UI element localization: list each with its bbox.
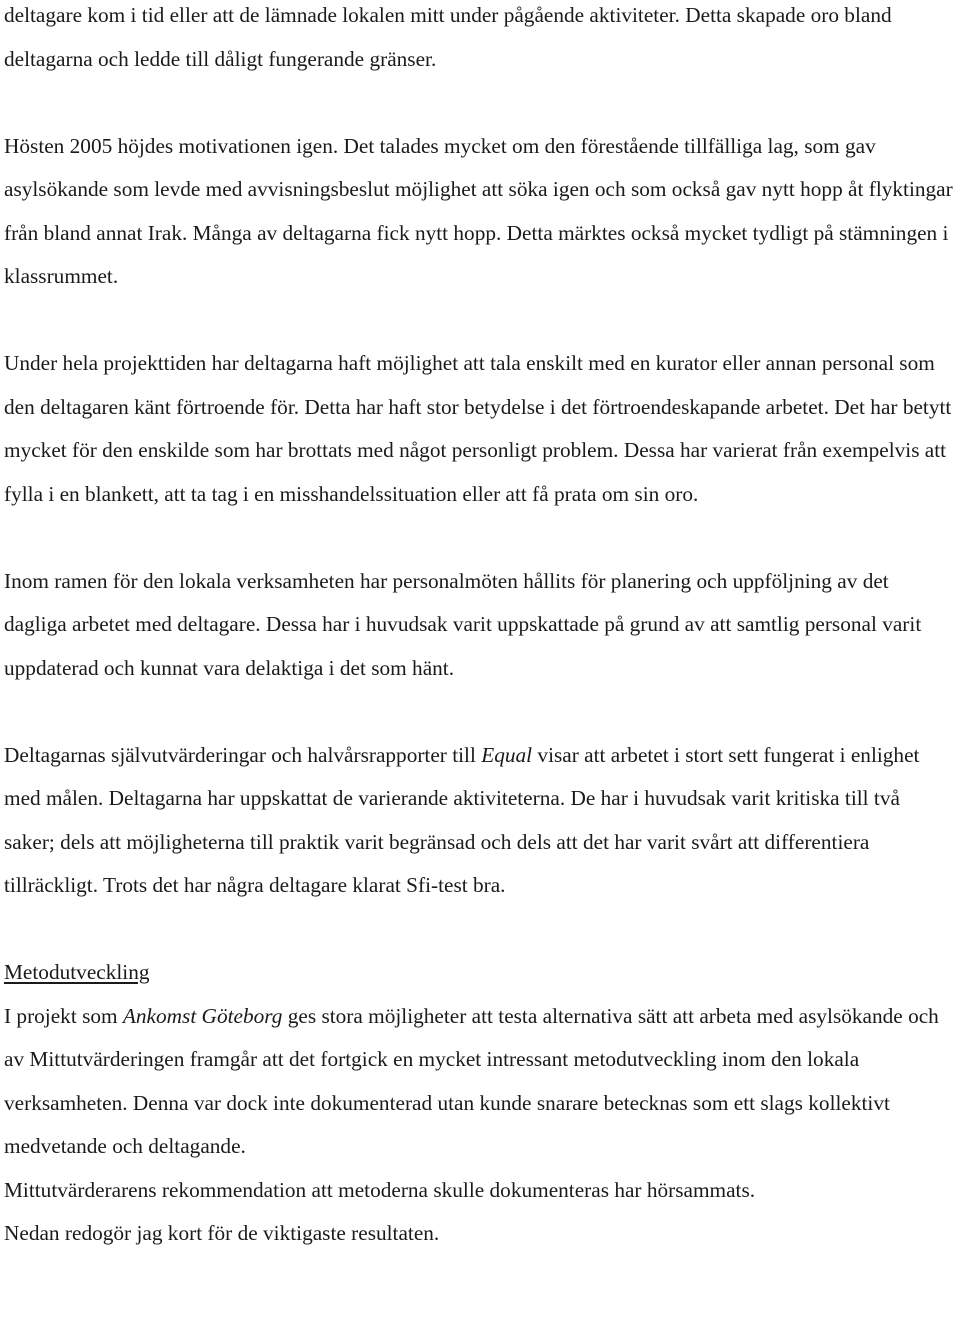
paragraph-8: Nedan redogör jag kort för de viktigaste resultaten.: [4, 1221, 440, 1245]
paragraph-1: deltagare kom i tid eller att de lämnade lokalen mitt under pågående aktiviteter. Detta skapade oro bland deltagarna och ledde till dåligt fungerande gränser.: [4, 3, 892, 71]
paragraph-4: Inom ramen för den lokala verksamheten har personalmöten hållits för planering och uppföljning av det dagliga arbetet med deltagare. Dessa har i huvudsak varit uppskattade på grund av att samtlig personal varit uppdaterad och kunnat vara delaktiga i det som hänt.: [4, 568, 922, 680]
paragraph-6: [4, 995, 956, 1169]
paragraph-7: Mittutvärderarens rekommendation att metoderna skulle dokumenteras har hörsammats.: [4, 1177, 756, 1202]
paragraph-6-italic-project-name: Ankomst Göteborg: [122, 1003, 283, 1028]
paragraph-5-text-end: visar att arbetet i stort sett fungerat i enlighet med målen. Deltagarna har uppskattat de varierande aktiviteterna. De har i huvudsak varit kritiska till två saker; dels att möjligheterna till praktik varit begränsad och dels att det har varit svårt att differentiera tillräckligt. Trots det har några deltagare klarat Sfi-test bra.: [4, 742, 920, 897]
paragraph-5-text-start: Deltagarnas självutvärderingar och halvårsrapporter till: [4, 742, 482, 767]
paragraph-6-text-end: ges stora möjligheter att testa alternativa sätt att arbeta med asylsökande och av Mittutvärderingen framgår att det fortgick en mycket intressant metodutveckling inom den lokala verksamheten. Denna var dock inte dokumenterad utan kunde snarare betecknas som ett slags kollektivt medvetande och deltagande.: [4, 1003, 939, 1158]
section-heading: Metodutveckling: [4, 960, 150, 984]
paragraph-2: Hösten 2005 höjdes motivationen igen. Det talades mycket om den förestående tillfälliga lag, som gav asylsökande som levde med avvisningsbeslut möjlighet att söka igen och som också gav nytt hopp åt flyktingar från bland annat Irak. Många av deltagarna fick nytt hopp. Detta märktes också mycket tydligt på stämningen i klassrummet.: [4, 133, 953, 288]
paragraph-5-italic-term: Equal: [481, 742, 533, 767]
paragraph-5: [4, 734, 956, 908]
paragraph-3: Under hela projekttiden har deltagarna haft möjlighet att tala enskilt med en kurator eller annan personal som den deltagaren känt förtroende för. Detta har haft stor betydelse i det förtroendeskapande arbetet. Det har betytt mycket för den enskilde som har brottats med något personligt problem. Dessa har varierat från exempelvis att fylla i en blankett, att ta tag i en misshandelssituation eller att få prata om sin oro.: [4, 351, 952, 506]
document-page: [4, 0, 956, 1256]
paragraph-6-text-start: I projekt som: [4, 1003, 123, 1028]
